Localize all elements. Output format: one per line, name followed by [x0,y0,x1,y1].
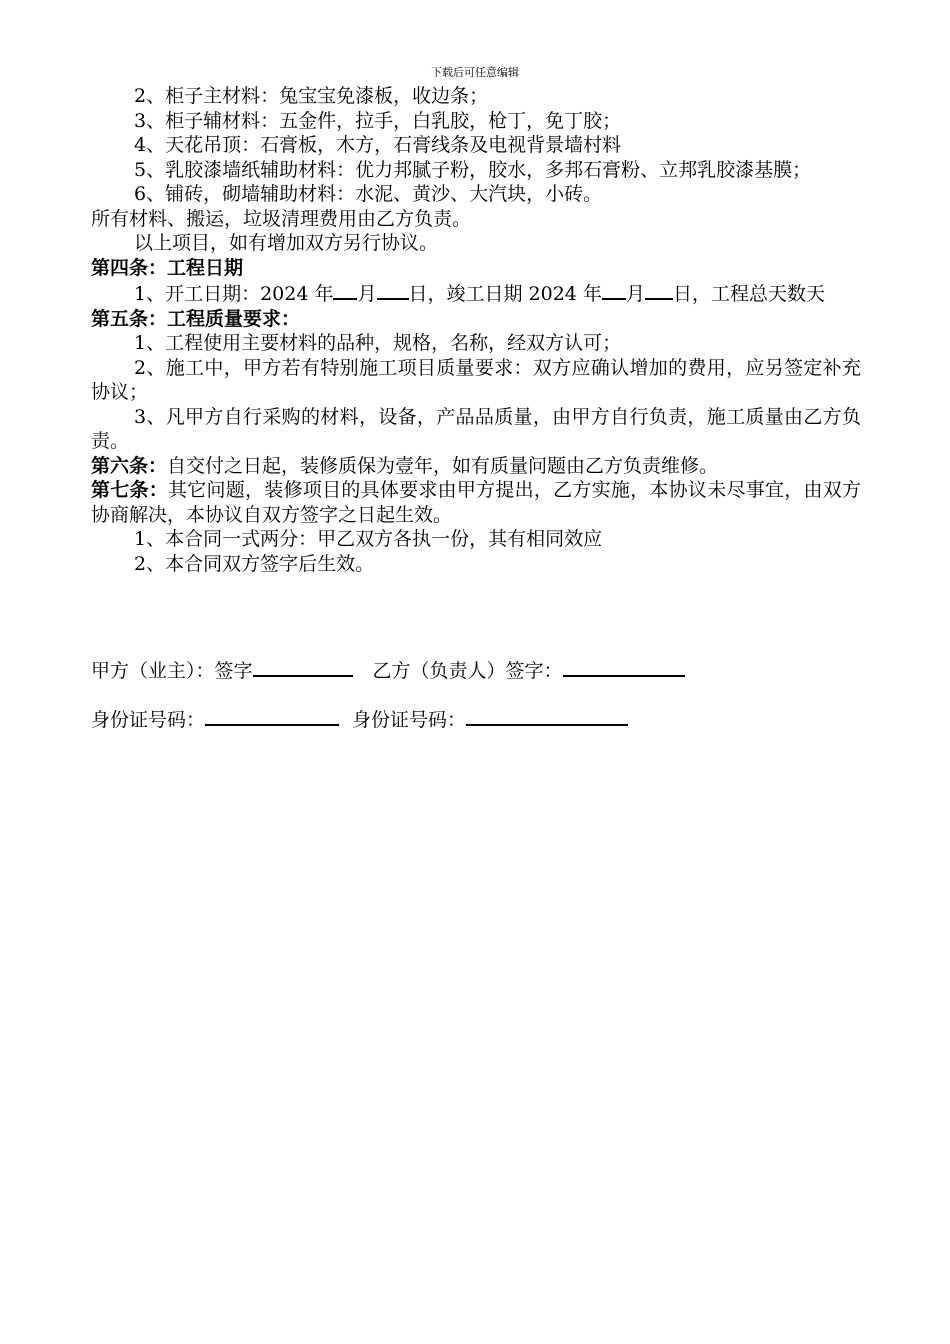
article4-heading: 第四条：工程日期 [91,256,244,279]
article6-text: 自交付之日起，装修质保为壹年，如有质量问题由乙方负责维修。 [167,454,719,477]
party-a-id-label: 身份证号码： [91,709,206,731]
id-number-row [91,706,628,732]
article7-item-1: 1、本合同一式两分：甲乙双方各执一份，其有相同效应 [134,528,603,550]
article5-item-1: 1、工程使用主要材料的品种，规格，名称，经双方认可； [134,332,622,354]
material-item-5: 5、乳胶漆墙纸辅助材料：优力邦腻子粉，胶水，多邦石膏粉、立邦乳胶漆基膜； [134,158,812,181]
article6-heading: 第六条： [91,454,168,477]
article7 [91,478,861,527]
total-days-label: 日，工程总天数天 [672,283,825,305]
article7-heading: 第七条： [91,479,169,501]
end-day-blank[interactable] [645,280,673,300]
end-month-label: 月 [625,283,645,305]
start-month-label: 月 [357,283,377,305]
party-b-id-label: 身份证号码： [352,709,467,731]
material-item-6: 6、铺砖，砌墙辅助材料：水泥、黄沙、大汽块，小砖。 [134,183,603,205]
end-date-label: 日，竣工日期 2024 年 [408,283,602,305]
end-month-blank[interactable] [602,280,626,300]
download-note: 下载后可任意编辑 [431,66,519,79]
contract-body [91,84,861,576]
signature-row [91,657,685,683]
additions-note: 以上项目，如有增加双方另行协议。 [134,232,439,254]
material-item-4: 4、天花吊顶：石膏板，木方，石膏线条及电视背景墙村料 [134,134,622,156]
start-month-blank[interactable] [333,280,357,300]
article5-item-2: 2、施工中，甲方若有特别施工项目质量要求：双方应确认增加的费用，应另签定补充协议； [91,356,861,403]
article5-heading: 第五条：工程质量要求： [91,307,301,330]
start-date-label: 1、开工日期：2024 年 [134,283,334,305]
party-a-id-blank[interactable] [205,706,339,726]
article7-text: 其它问题，装修项目的具体要求由甲方提出，乙方实施，本协议未尽事宜，由双方协商解决，本协议自双方签字之日起生效。 [91,479,861,526]
material-item-2: 2、柜子主材料：兔宝宝免漆板，收边条； [134,85,489,107]
party-a-signature-label: 甲方（业主）：签字 [91,660,253,682]
article6 [91,454,861,479]
party-b-signature-label: 乙方（负责人）签字： [372,660,563,682]
article7-item-2: 2、本合同双方签字后生效。 [134,552,375,575]
article5-item-3: 3、凡甲方自行采购的材料，设备，产品品质量，由甲方自行负责，施工质量由乙方负责。 [91,405,861,452]
article4-dates [91,280,861,307]
party-a-signature-blank[interactable] [253,657,353,677]
party-b-signature-blank[interactable] [563,657,685,677]
material-costs-note: 所有材料、搬运，垃圾清理费用由乙方负责。 [91,207,472,230]
party-b-id-blank[interactable] [466,706,628,726]
start-day-blank[interactable] [377,280,409,300]
material-item-3: 3、柜子辅材料：五金件，拉手，白乳胶，枪丁，免丁胶； [134,109,622,132]
